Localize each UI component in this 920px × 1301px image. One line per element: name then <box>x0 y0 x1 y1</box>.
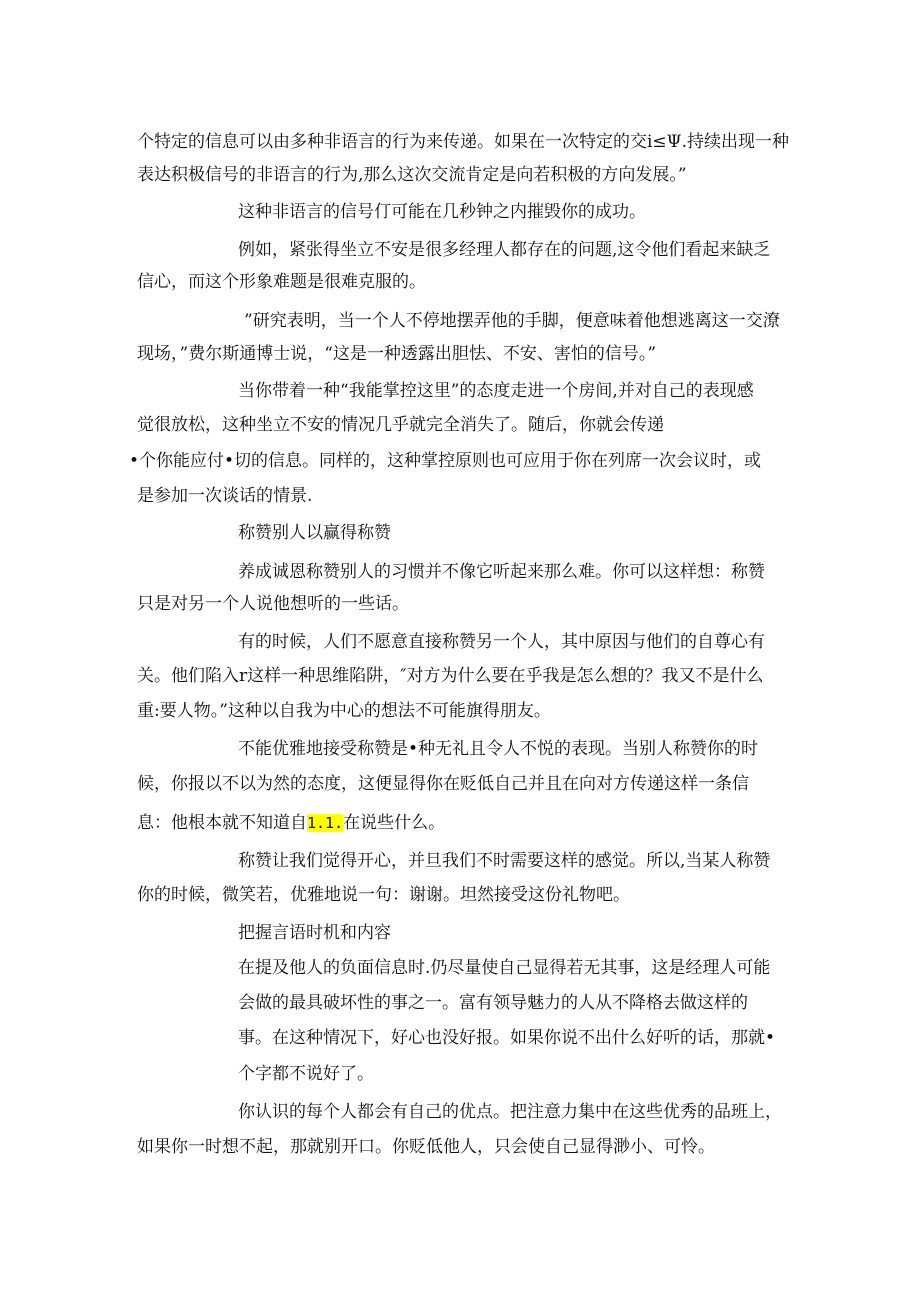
paragraph-line-with-highlight <box>137 812 445 834</box>
paragraph-line: 个特定的信息可以由多种非语言的行为来传递。如果在一次特定的交i≤Ψ.持续出现一种 <box>137 132 789 152</box>
paragraph-line: 在提及他人的负面信息时.仍尽量使自己显得若无其事，这是经理人可能 <box>238 958 771 978</box>
paragraph-line: 个字都不说好了。 <box>238 1064 374 1084</box>
paragraph-line: 例如，紧张得坐立不安是很多经理人都存在的问题,这令他们看起来缺乏 <box>238 240 771 260</box>
paragraph-line: 这种非语言的信号仃可能在几秒钟之内摧毁你的成功。 <box>238 202 646 222</box>
highlighted-text: 1.1. <box>307 814 344 832</box>
paragraph-line: 觉很放松，这种坐立不安的情况几乎就完全消失了。随后，你就会传递 <box>137 415 664 435</box>
paragraph-line: 你的时候，微笑若，优雅地说一句：谢谢。坦然接受这份礼物吧。 <box>137 885 630 905</box>
paragraph-line: 候，你报以不以为然的态度，这便显得你在贬低自己并且在向对方传递这样一条信 <box>137 774 749 794</box>
section-heading: 把握言语时机和内容 <box>238 923 391 943</box>
paragraph-line: 关。他们陷入r这样一种思维陷阱，″对方为什么要在乎我是怎么想的？我又不是什么 <box>137 666 764 686</box>
paragraph-line: 是参加一次谈话的情景. <box>137 486 313 506</box>
paragraph-line: 现场，”费尔斯通博士说，“这是一种透露出胆怯、不安、害怕的信号。” <box>137 344 657 364</box>
paragraph-line: 称赞让我们觉得开心，并旦我们不时需要这样的感觉。所以,当某人称赞 <box>238 851 771 871</box>
paragraph-line: 如果你一时想不起，那就别开口。你贬低他人，只会使自己显得渺小、可怜。 <box>137 1137 715 1157</box>
paragraph-line: 信心，而这个形象难题是很难克服的。 <box>137 272 426 292</box>
paragraph-line: 只是对另一个人说他想听的一些话。 <box>137 594 409 614</box>
paragraph-line: 有的时候，人们不愿意直接称赞另一个人，其中原因与他们的自尊心有 <box>238 632 765 652</box>
line-suffix: 在说些什么。 <box>343 813 446 833</box>
paragraph-line: 养成诚恩称赞别人的习惯并不像它听起来那么难。你可以这样想：称赞 <box>238 562 765 582</box>
paragraph-line: 重:要人物。”这种以自我为中心的想法不可能旗得朋友。 <box>137 701 551 721</box>
paragraph-line: ”研究表明，当一个人不停地摆弄他的手脚，便意味着他想逃离这一交潦 <box>244 311 780 331</box>
paragraph-line: 事。在这种情况下，好心也没好报。如果你说不出什么好听的话，那就• <box>238 1028 776 1048</box>
paragraph-line: 表达积极信号的非语言的行为,那么这次交流肯定是向若积极的方向发展。” <box>137 165 687 185</box>
paragraph-line: 当你带着一种“我能掌控这里”的态度走进一个房间,并对自己的表现感 <box>238 381 754 401</box>
section-heading: 称赞别人以赢得称赞 <box>238 523 391 543</box>
paragraph-line: 会做的最具破坏性的事之一。富有领导魅力的人从不降格去做这样的 <box>238 993 748 1013</box>
paragraph-line: •个你能应付•切的信息。同样的，这种掌控原则也可应用于你在列席一次会议时，或 <box>129 451 762 471</box>
paragraph-line: 不能优雅地接受称赞是•种无礼且令人不悦的表现。当别人称赞你的时 <box>238 739 759 759</box>
line-prefix: 息：他根本就不知道自 <box>137 813 307 833</box>
paragraph-line: 你认识的每个人都会有自己的优点。把注意力集中在这些优秀的品班上， <box>238 1102 782 1122</box>
